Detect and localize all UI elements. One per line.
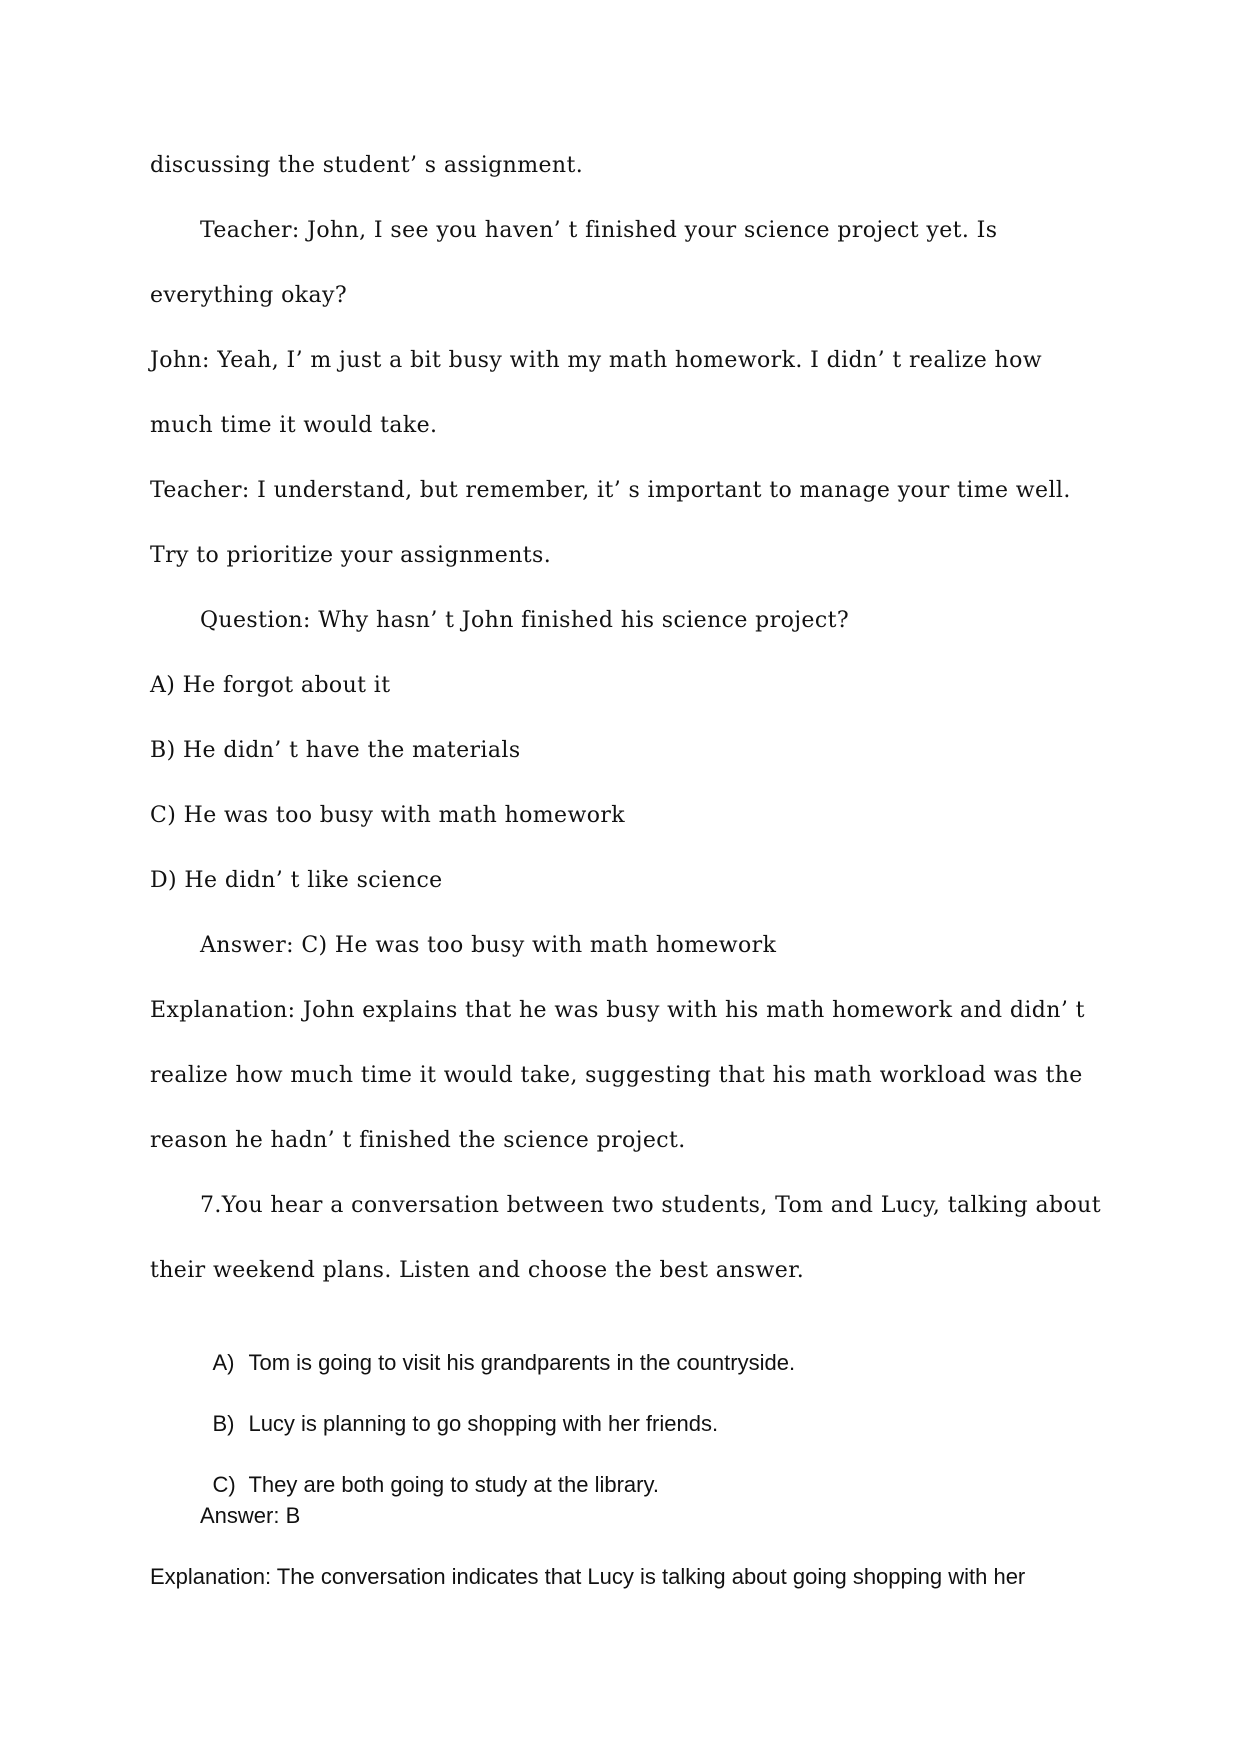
option-label: B) (212, 1411, 235, 1436)
text-line: John: Yeah, I’ m just a bit busy with my math homework. I didn’ t realize how (150, 348, 1042, 373)
choice-c: C) He was too busy with math homework (150, 803, 625, 828)
text-line: Teacher: John, I see you haven’ t finished your science project yet. Is (200, 218, 998, 243)
option-text: Tom is going to visit his grandparents in the countryside. (248, 1350, 796, 1375)
explanation-line-2: Explanation: The conversation indicates that Lucy is talking about going shopping with her (150, 1564, 1026, 1589)
text-line: much time it would take. (150, 413, 438, 438)
explanation-line: reason he hadn’ t finished the science project. (150, 1128, 686, 1153)
answer-line-2: Answer: B (200, 1503, 301, 1528)
question-7-line: 7.You hear a conversation between two students, Tom and Lucy, talking about (200, 1193, 1101, 1218)
option-text: Lucy is planning to go shopping with her friends. (248, 1411, 719, 1436)
text-line: everything okay? (150, 283, 348, 308)
question-7-line: their weekend plans. Listen and choose the best answer. (150, 1258, 805, 1283)
option-label: C) (212, 1472, 236, 1497)
option-text: They are both going to study at the library. (248, 1472, 659, 1497)
choice-d: D) He didn’ t like science (150, 868, 443, 893)
text-line: Teacher: I understand, but remember, it’ s important to manage your time well. (150, 478, 1071, 503)
option-label: A) (212, 1350, 235, 1375)
choice-a: A) He forgot about it (150, 673, 391, 698)
text-line: Try to prioritize your assignments. (150, 543, 552, 568)
text-line: discussing the student’ s assignment. (150, 153, 584, 178)
explanation-line: Explanation: John explains that he was busy with his math homework and didn’ t (150, 998, 1085, 1023)
choice-b: B) He didn’ t have the materials (150, 738, 521, 763)
answer-line: Answer: C) He was too busy with math homework (200, 933, 777, 958)
question-line: Question: Why hasn’ t John finished his science project? (200, 608, 850, 633)
explanation-line: realize how much time it would take, suggesting that his math workload was the (150, 1063, 1083, 1088)
